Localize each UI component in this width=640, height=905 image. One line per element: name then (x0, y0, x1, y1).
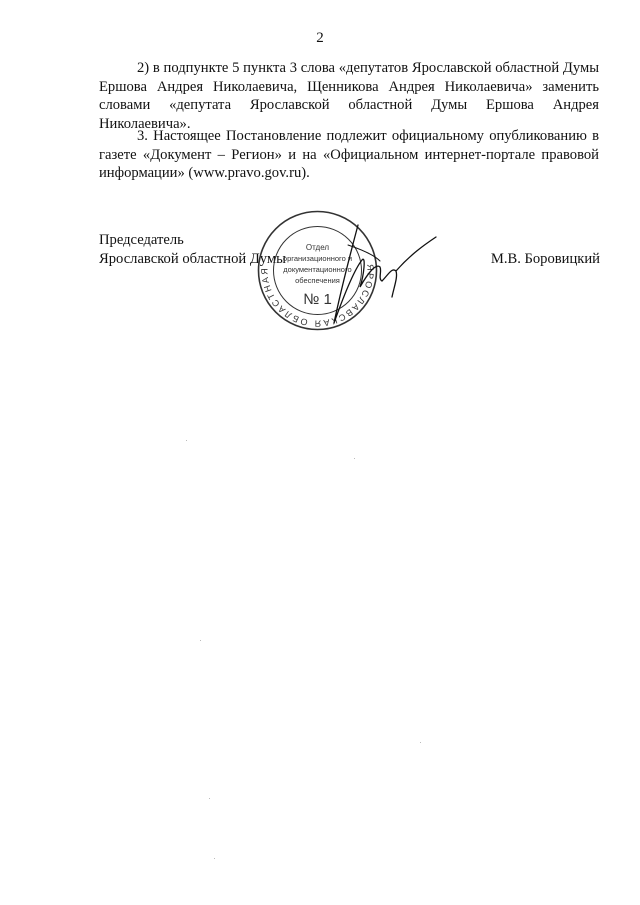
scan-speck (200, 640, 201, 641)
stamp-number: № 1 (303, 291, 332, 308)
signatory-title-line1: Председатель (99, 232, 184, 248)
scan-speck (420, 742, 421, 743)
stamp-line4: обеспечения (295, 276, 340, 285)
scan-speck (354, 458, 355, 459)
stamp-ring-text: ЯРОСЛАВСКАЯ ОБЛАСТНАЯ (259, 263, 376, 329)
stamp-line3: документационного (283, 265, 352, 274)
handwritten-signature (320, 215, 440, 335)
paragraph-publication: 3. Настоящее Постановление подлежит официальному опубликованию в газете «Документ – Регион» и на «Официальном интернет-портале правовой информации» (www.pravo.gov.ru). (99, 128, 599, 181)
stamp-line1: Отдел (305, 243, 330, 252)
page-number: 2 (316, 30, 324, 46)
stamp-line2: организационного и (282, 254, 353, 263)
paragraph-amendment: 2) в подпункте 5 пункта 3 слова «депутатов Ярославской областной Думы Ершова Андрея Николаевича, Щенникова Андрея Николаевича» заменить словами «депутата Ярославской областной Думы Ершова Андрея Николаевича». (99, 60, 599, 132)
scan-speck (186, 440, 187, 441)
signatory-title-line2: Ярославской областной Думы (99, 251, 286, 267)
scan-speck (209, 798, 210, 799)
scan-speck (214, 858, 215, 859)
signatory-name: М.В. Боровицкий (490, 251, 600, 267)
